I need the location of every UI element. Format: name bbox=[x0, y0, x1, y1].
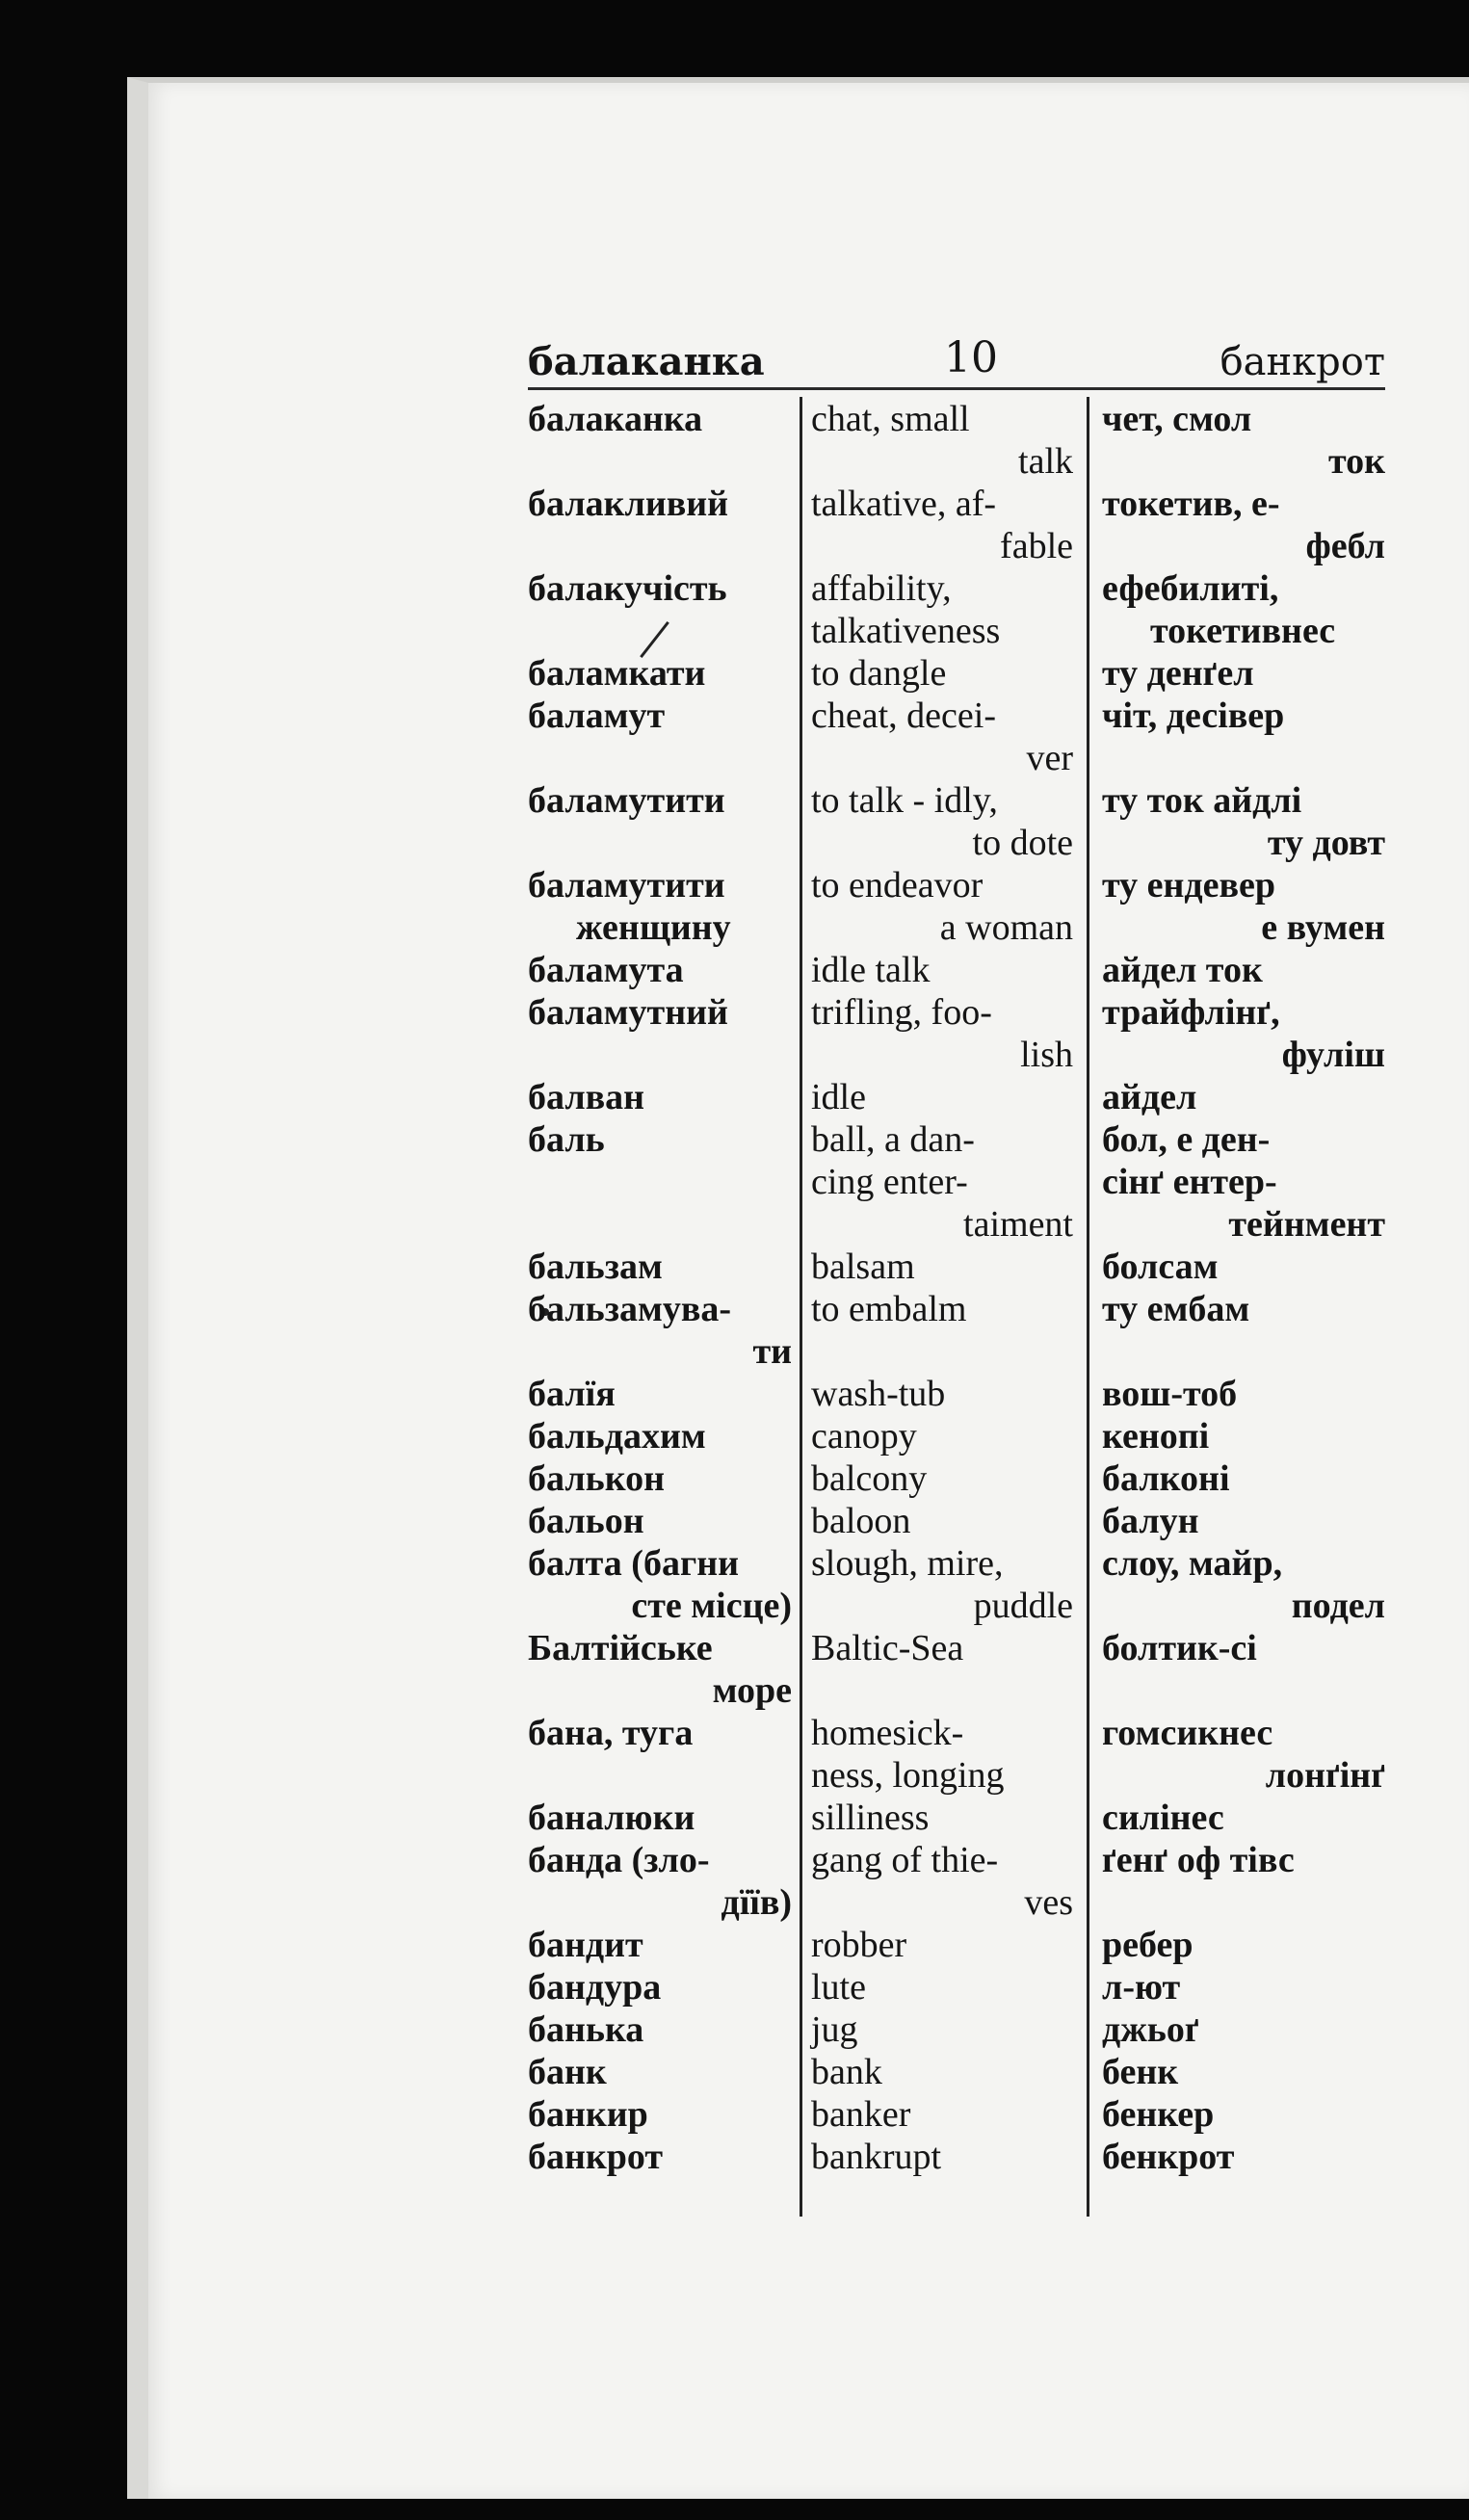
phonetic-transcription-line: ребер bbox=[1102, 1925, 1194, 1965]
english-translation-line: canopy bbox=[811, 1416, 917, 1457]
phonetic-transcription-line: ту ток айдлі bbox=[1102, 780, 1302, 821]
phonetic-transcription-line: лонґінґ bbox=[1265, 1755, 1385, 1796]
english-translation-line: baloon bbox=[811, 1501, 911, 1541]
dictionary-entry bbox=[528, 1457, 1385, 1500]
phonetic-transcription bbox=[1087, 1966, 1385, 2008]
phonetic-transcription-line: слоу, майр, bbox=[1102, 1543, 1283, 1584]
english-translation bbox=[800, 2136, 1087, 2178]
phonetic-transcription-line: болсам bbox=[1102, 1247, 1219, 1287]
headword-line: балакливий bbox=[528, 484, 729, 524]
dictionary-entry bbox=[528, 1415, 1385, 1457]
dictionary-entry bbox=[528, 1542, 1385, 1627]
headword bbox=[528, 864, 800, 949]
dictionary-entry bbox=[528, 1839, 1385, 1924]
phonetic-transcription-line: подел bbox=[1291, 1586, 1385, 1626]
headword bbox=[528, 1246, 800, 1288]
running-header bbox=[528, 333, 1385, 390]
headword-line: балван bbox=[528, 1077, 645, 1117]
headword bbox=[528, 1797, 800, 1839]
phonetic-transcription-line: л-ют bbox=[1102, 1967, 1181, 2008]
english-translation-line: banker bbox=[811, 2094, 911, 2135]
english-translation-line: talk bbox=[1018, 441, 1073, 482]
dictionary-entry bbox=[528, 2093, 1385, 2136]
phonetic-transcription-line: ту денґел bbox=[1102, 653, 1254, 694]
phonetic-transcription bbox=[1087, 2008, 1385, 2051]
english-translation bbox=[800, 652, 1087, 695]
phonetic-transcription bbox=[1087, 1288, 1385, 1373]
english-translation-line: ver bbox=[1026, 738, 1073, 778]
dictionary-entry bbox=[528, 1924, 1385, 1966]
english-translation bbox=[800, 1288, 1087, 1373]
phonetic-transcription bbox=[1087, 1118, 1385, 1246]
headword bbox=[528, 1966, 800, 2008]
english-translation-line: to talk - idly, bbox=[811, 780, 998, 821]
english-translation bbox=[800, 1924, 1087, 1966]
dictionary-entry bbox=[528, 1966, 1385, 2008]
phonetic-transcription bbox=[1087, 2093, 1385, 2136]
english-translation-line: bank bbox=[811, 2052, 882, 2092]
dictionary-entry bbox=[528, 398, 1385, 483]
headword bbox=[528, 695, 800, 779]
headword-line: бальзам bbox=[528, 1247, 663, 1287]
english-translation bbox=[800, 949, 1087, 991]
phonetic-transcription bbox=[1087, 779, 1385, 864]
header-last-word: банкрот bbox=[1220, 340, 1385, 384]
phonetic-transcription-line: ток bbox=[1327, 441, 1385, 482]
dictionary-page-content bbox=[528, 333, 1385, 2178]
english-translation-line: to dote bbox=[972, 823, 1073, 863]
english-translation-line: taiment bbox=[963, 1204, 1073, 1245]
phonetic-transcription bbox=[1087, 483, 1385, 567]
english-translation-line: bankrupt bbox=[811, 2137, 942, 2177]
dictionary-entry bbox=[528, 2051, 1385, 2093]
english-translation bbox=[800, 1118, 1087, 1246]
english-translation-line: trifling, foo- bbox=[811, 992, 992, 1033]
phonetic-transcription-line: бенкер bbox=[1102, 2094, 1215, 2135]
english-translation-line: ball, a dan- bbox=[811, 1119, 975, 1160]
phonetic-transcription-line: ту ембам bbox=[1102, 1289, 1250, 1329]
dictionary-entry bbox=[528, 1627, 1385, 1712]
phonetic-transcription-line: айдел ток bbox=[1102, 950, 1263, 990]
headword bbox=[528, 398, 800, 483]
headword-line: банкрот bbox=[528, 2137, 664, 2177]
header-first-word: балаканка bbox=[528, 339, 765, 384]
english-translation-line: idle bbox=[811, 1077, 866, 1117]
phonetic-transcription bbox=[1087, 1797, 1385, 1839]
phonetic-transcription-line: айдел bbox=[1102, 1077, 1197, 1117]
phonetic-transcription-line: сінґ ентер- bbox=[1102, 1162, 1277, 1202]
headword-line: бальон bbox=[528, 1501, 644, 1541]
headword bbox=[528, 2008, 800, 2051]
headword-line: дїїв) bbox=[721, 1882, 792, 1923]
headword-line: Балтійське bbox=[528, 1628, 713, 1668]
english-translation-line: a woman bbox=[939, 907, 1073, 948]
headword-line: балта (багни bbox=[528, 1543, 739, 1584]
headword-line: балькон bbox=[528, 1458, 666, 1499]
headword-line: море bbox=[712, 1670, 792, 1711]
headword bbox=[528, 1627, 800, 1712]
phonetic-transcription-line: силінес bbox=[1102, 1798, 1224, 1838]
english-translation-line: jug bbox=[811, 2009, 858, 2050]
phonetic-transcription-line: ту довт bbox=[1267, 823, 1385, 863]
english-translation bbox=[800, 2093, 1087, 2136]
english-translation bbox=[800, 2051, 1087, 2093]
phonetic-transcription bbox=[1087, 1373, 1385, 1415]
english-translation bbox=[800, 1797, 1087, 1839]
phonetic-transcription bbox=[1087, 1924, 1385, 1966]
english-translation-line: wash-tub bbox=[811, 1374, 946, 1414]
headword-line: бандит bbox=[528, 1925, 643, 1965]
headword bbox=[528, 1542, 800, 1627]
phonetic-transcription-line: токетивнес bbox=[1150, 611, 1336, 651]
headword bbox=[528, 1712, 800, 1797]
dictionary-entry bbox=[528, 2008, 1385, 2051]
headword-line: банкир bbox=[528, 2094, 648, 2135]
headword bbox=[528, 1288, 800, 1373]
headword-line: баламут bbox=[528, 696, 666, 736]
phonetic-transcription-line: ту ендевер bbox=[1102, 865, 1276, 906]
headword bbox=[528, 1500, 800, 1542]
dictionary-entry bbox=[528, 567, 1385, 652]
phonetic-transcription-line: балун bbox=[1102, 1501, 1199, 1541]
phonetic-transcription bbox=[1087, 1076, 1385, 1118]
english-translation bbox=[800, 1542, 1087, 1627]
english-translation-line: balsam bbox=[811, 1247, 915, 1287]
dictionary-entry bbox=[528, 864, 1385, 949]
phonetic-transcription-line: трайфлінґ, bbox=[1102, 992, 1280, 1033]
english-translation-line: to dangle bbox=[811, 653, 947, 694]
english-translation-line: puddle bbox=[973, 1586, 1073, 1626]
headword bbox=[528, 779, 800, 864]
phonetic-transcription-line: чет, смол bbox=[1102, 399, 1252, 439]
headword bbox=[528, 2051, 800, 2093]
english-translation-line: ves bbox=[1024, 1882, 1073, 1923]
headword-line: баламута bbox=[528, 950, 684, 990]
dictionary-entry bbox=[528, 652, 1385, 695]
phonetic-transcription-line: кенопі bbox=[1102, 1416, 1210, 1457]
english-translation-line: cing enter- bbox=[811, 1162, 968, 1202]
english-translation-line: homesick- bbox=[811, 1713, 964, 1753]
headword bbox=[528, 1457, 800, 1500]
headword-line: банда (зло- bbox=[528, 1840, 710, 1880]
english-translation bbox=[800, 1373, 1087, 1415]
phonetic-transcription-line: фебл bbox=[1305, 526, 1385, 566]
headword-line: баламутити bbox=[528, 780, 725, 821]
headword-line: баналюки bbox=[528, 1798, 695, 1838]
english-translation bbox=[800, 1457, 1087, 1500]
english-translation-line: idle talk bbox=[811, 950, 931, 990]
headword-line: женщину bbox=[576, 907, 731, 948]
english-translation-line: chat, small bbox=[811, 399, 970, 439]
headword bbox=[528, 567, 800, 652]
phonetic-transcription bbox=[1087, 652, 1385, 695]
phonetic-transcription bbox=[1087, 991, 1385, 1076]
headword bbox=[528, 1415, 800, 1457]
headword bbox=[528, 652, 800, 695]
headword bbox=[528, 1839, 800, 1924]
headword bbox=[528, 2136, 800, 2178]
headword-line: банк bbox=[528, 2052, 607, 2092]
headword-line: бандура bbox=[528, 1967, 662, 2008]
dictionary-entry bbox=[528, 1797, 1385, 1839]
dictionary-entry bbox=[528, 2136, 1385, 2178]
headword-line: банька bbox=[528, 2009, 644, 2050]
english-translation bbox=[800, 1712, 1087, 1797]
english-translation-line: Baltic-Sea bbox=[811, 1628, 964, 1668]
phonetic-transcription bbox=[1087, 1542, 1385, 1627]
phonetic-transcription-line: чіт, десівер bbox=[1102, 696, 1285, 736]
dictionary-entry bbox=[528, 1246, 1385, 1288]
page-number: 10 bbox=[944, 333, 998, 382]
headword-line: баламкати bbox=[528, 653, 706, 694]
headword bbox=[528, 1373, 800, 1415]
headword-line: бана, туга bbox=[528, 1713, 694, 1753]
english-translation-line: silliness bbox=[811, 1798, 930, 1838]
headword bbox=[528, 949, 800, 991]
phonetic-transcription bbox=[1087, 567, 1385, 652]
phonetic-transcription-line: фуліш bbox=[1281, 1035, 1385, 1075]
headword bbox=[528, 483, 800, 567]
english-translation bbox=[800, 779, 1087, 864]
headword bbox=[528, 1924, 800, 1966]
english-translation-line: talkativeness bbox=[811, 611, 1001, 651]
phonetic-transcription-line: джьоґ bbox=[1102, 2009, 1199, 2050]
phonetic-transcription-line: токетив, е- bbox=[1102, 484, 1280, 524]
headword bbox=[528, 1076, 800, 1118]
phonetic-transcription bbox=[1087, 1839, 1385, 1924]
phonetic-transcription-line: бенк bbox=[1102, 2052, 1179, 2092]
phonetic-transcription bbox=[1087, 1627, 1385, 1712]
phonetic-transcription-line: е вумен bbox=[1261, 907, 1385, 948]
english-translation bbox=[800, 483, 1087, 567]
english-translation-line: lish bbox=[1020, 1035, 1073, 1075]
dictionary-entry bbox=[528, 949, 1385, 991]
english-translation bbox=[800, 864, 1087, 949]
phonetic-transcription-line: вош-тоб bbox=[1102, 1374, 1238, 1414]
dictionary-entry bbox=[528, 1373, 1385, 1415]
english-translation-line: to embalm bbox=[811, 1289, 967, 1329]
phonetic-transcription bbox=[1087, 949, 1385, 991]
headword-line: баламутний bbox=[528, 992, 728, 1033]
headword-line: балакучість bbox=[528, 568, 727, 609]
phonetic-transcription-line: балконі bbox=[1102, 1458, 1230, 1499]
dictionary-entry bbox=[528, 695, 1385, 779]
dictionary-entry bbox=[528, 483, 1385, 567]
phonetic-transcription bbox=[1087, 864, 1385, 949]
phonetic-transcription bbox=[1087, 1712, 1385, 1797]
english-translation bbox=[800, 567, 1087, 652]
english-translation-line: robber bbox=[811, 1925, 907, 1965]
phonetic-transcription bbox=[1087, 2051, 1385, 2093]
phonetic-transcription-line: ефебилиті, bbox=[1102, 568, 1279, 609]
phonetic-transcription bbox=[1087, 695, 1385, 779]
dictionary-entry bbox=[528, 1712, 1385, 1797]
english-translation-line: fable bbox=[1000, 526, 1073, 566]
english-translation-line: affability, bbox=[811, 568, 952, 609]
headword bbox=[528, 1118, 800, 1246]
dictionary-entry bbox=[528, 779, 1385, 864]
english-translation bbox=[800, 1966, 1087, 2008]
phonetic-transcription bbox=[1087, 2136, 1385, 2178]
dictionary-entry bbox=[528, 991, 1385, 1076]
headword-line: ти bbox=[752, 1331, 792, 1372]
dictionary-entry bbox=[528, 1076, 1385, 1118]
english-translation-line: slough, mire, bbox=[811, 1543, 1004, 1584]
english-translation-line: cheat, deceі- bbox=[811, 696, 996, 736]
english-translation bbox=[800, 398, 1087, 483]
english-translation bbox=[800, 1839, 1087, 1924]
english-translation-line: gang of thie- bbox=[811, 1840, 999, 1880]
phonetic-transcription bbox=[1087, 398, 1385, 483]
phonetic-transcription-line: гомсикнес bbox=[1102, 1713, 1273, 1753]
dictionary-entry bbox=[528, 1500, 1385, 1542]
phonetic-transcription-line: тейнмент bbox=[1228, 1204, 1385, 1245]
english-translation bbox=[800, 695, 1087, 779]
english-translation-line: balcony bbox=[811, 1458, 928, 1499]
dictionary-entries bbox=[528, 390, 1385, 2178]
phonetic-transcription-line: бол, е ден- bbox=[1102, 1119, 1271, 1160]
phonetic-transcription-line: болтик-сі bbox=[1102, 1628, 1257, 1668]
english-translation bbox=[800, 1246, 1087, 1288]
phonetic-transcription bbox=[1087, 1415, 1385, 1457]
english-translation bbox=[800, 1076, 1087, 1118]
english-translation-line: ness, longing bbox=[811, 1755, 1005, 1796]
headword-line: сте місце) bbox=[631, 1586, 792, 1626]
headword-line: баламутити bbox=[528, 865, 725, 906]
english-translation-line: lute bbox=[811, 1967, 866, 2008]
headword-line: бальдахим bbox=[528, 1416, 706, 1457]
english-translation bbox=[800, 991, 1087, 1076]
phonetic-transcription bbox=[1087, 1500, 1385, 1542]
phonetic-transcription bbox=[1087, 1246, 1385, 1288]
headword-line: балаканка bbox=[528, 399, 703, 439]
dictionary-entry bbox=[528, 1288, 1385, 1373]
english-translation-line: talkative, af- bbox=[811, 484, 997, 524]
phonetic-transcription-line: бенкрот bbox=[1102, 2137, 1235, 2177]
english-translation-line: to endeavor bbox=[811, 865, 984, 906]
english-translation bbox=[800, 1500, 1087, 1542]
headword bbox=[528, 2093, 800, 2136]
phonetic-transcription-line: ґенґ оф тівс bbox=[1102, 1840, 1295, 1880]
headword-line: бальзамува- bbox=[528, 1289, 732, 1329]
headword-line: балїя bbox=[528, 1374, 616, 1414]
english-translation bbox=[800, 2008, 1087, 2051]
headword-line: баль bbox=[528, 1119, 605, 1160]
english-translation bbox=[800, 1627, 1087, 1712]
phonetic-transcription bbox=[1087, 1457, 1385, 1500]
dictionary-entry bbox=[528, 1118, 1385, 1246]
english-translation bbox=[800, 1415, 1087, 1457]
headword bbox=[528, 991, 800, 1076]
